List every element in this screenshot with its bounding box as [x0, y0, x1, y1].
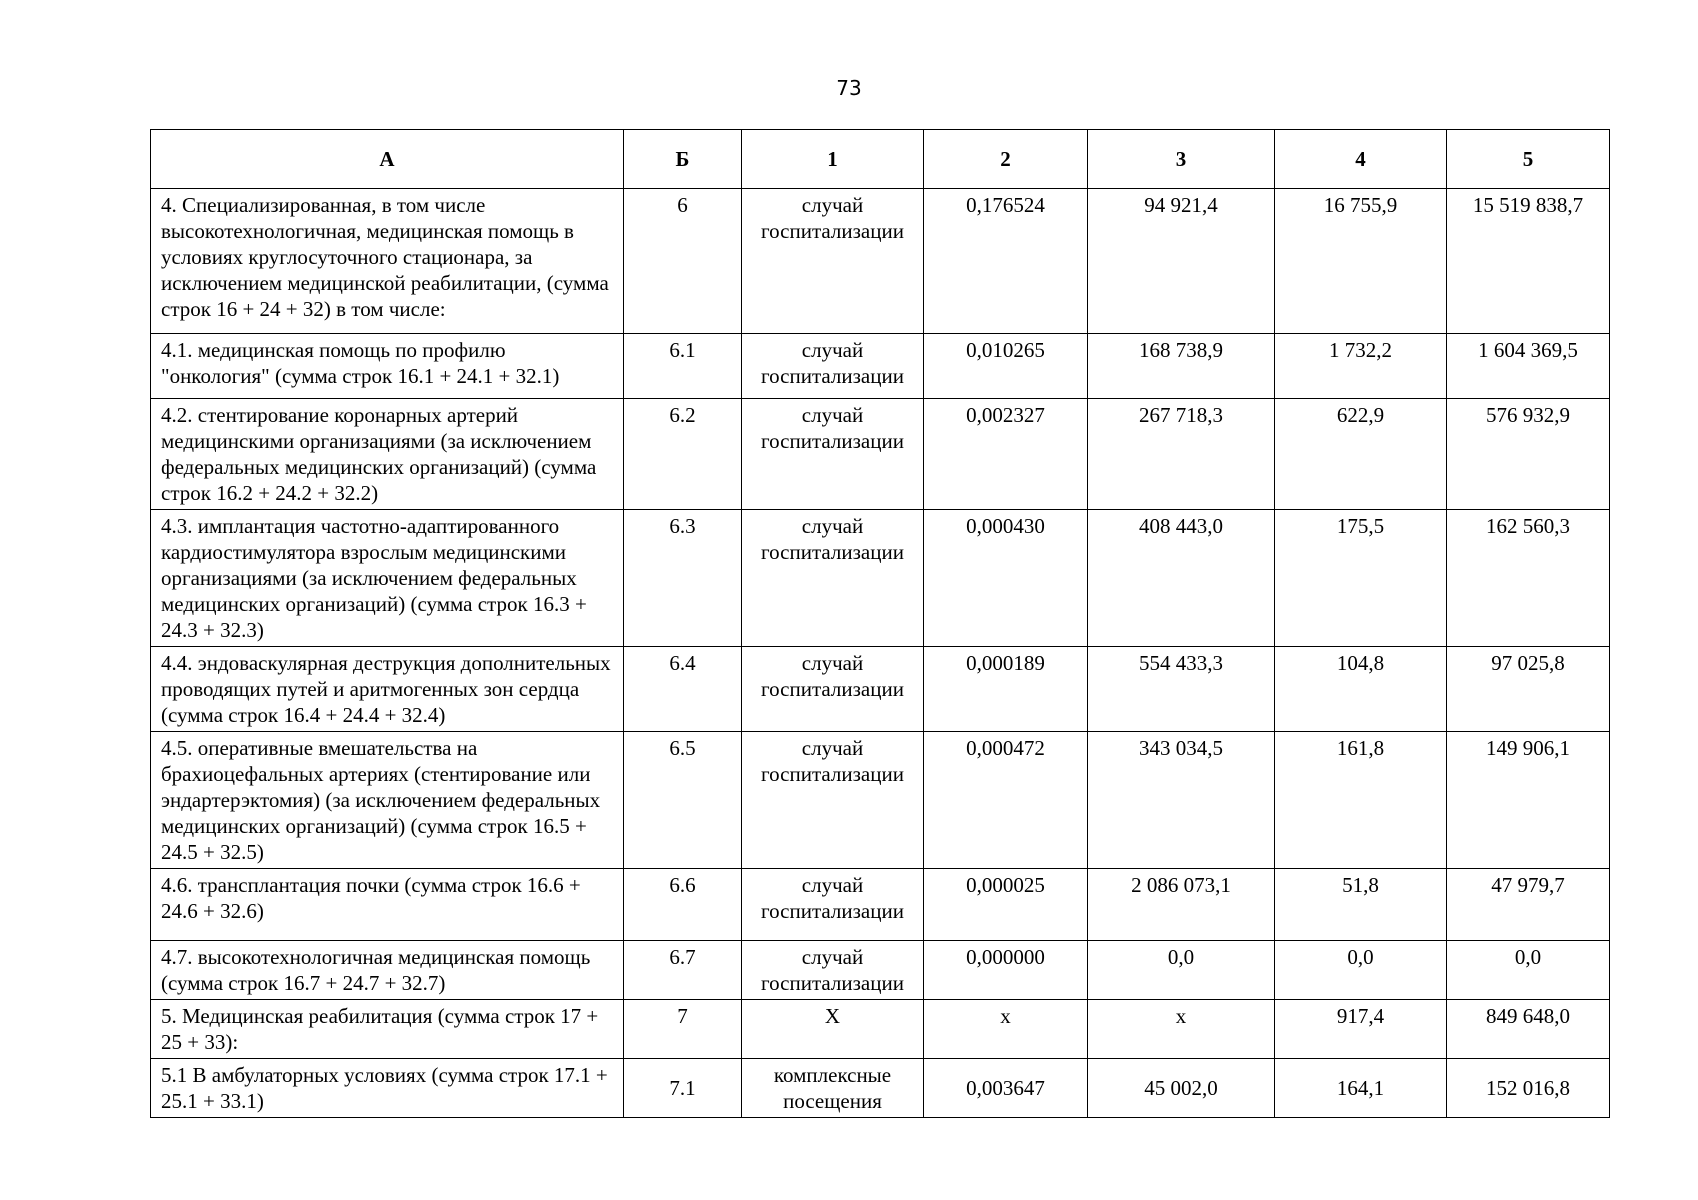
row-description: 4. Специализированная, в том числе высокотехнологичная, медицинская помощь в условиях круглосуточного стационара, за исключением медицинской реабилитации, (сумма строк 16 + 24 + 32) в том числе:: [151, 189, 624, 334]
row-col-4: 104,8: [1275, 647, 1447, 732]
table-row: [151, 334, 1610, 399]
row-col-2: 0,176524: [924, 189, 1088, 334]
row-description: 4.2. стентирование коронарных артерий медицинскими организациями (за исключением федеральных медицинских организаций) (сумма строк 16.2 + 24.2 + 32.2): [151, 399, 624, 510]
row-description: 5. Медицинская реабилитация (сумма строк 17 + 25 + 33):: [151, 1000, 624, 1059]
row-col-2: 0,000025: [924, 869, 1088, 941]
row-code: 6.2: [624, 399, 742, 510]
table-header-row: [151, 130, 1610, 189]
row-code: 6.1: [624, 334, 742, 399]
row-col-3: 45 002,0: [1088, 1059, 1275, 1118]
row-col-5: 0,0: [1447, 941, 1610, 1000]
row-description: 4.7. высокотехнологичная медицинская помощь (сумма строк 16.7 + 24.7 + 32.7): [151, 941, 624, 1000]
row-col-4: 622,9: [1275, 399, 1447, 510]
row-col-2: 0,000189: [924, 647, 1088, 732]
row-col-3: х: [1088, 1000, 1275, 1059]
row-col-3: 267 718,3: [1088, 399, 1275, 510]
row-col-2: х: [924, 1000, 1088, 1059]
column-header-3: 3: [1088, 130, 1275, 189]
column-header-2: 2: [924, 130, 1088, 189]
row-col-4: 917,4: [1275, 1000, 1447, 1059]
row-col-5: 162 560,3: [1447, 510, 1610, 647]
row-col-4: 0,0: [1275, 941, 1447, 1000]
row-col-2: 0,002327: [924, 399, 1088, 510]
row-description: 4.5. оперативные вмешательства на брахиоцефальных артериях (стентирование или эндартерэктомия) (за исключением федеральных медицинских организаций) (сумма строк 16.5 + 24.5 + 32.5): [151, 732, 624, 869]
row-col-3: 408 443,0: [1088, 510, 1275, 647]
row-col-3: 0,0: [1088, 941, 1275, 1000]
row-col-2: 0,010265: [924, 334, 1088, 399]
row-col-3: 168 738,9: [1088, 334, 1275, 399]
row-code: 7: [624, 1000, 742, 1059]
row-col-5: 47 979,7: [1447, 869, 1610, 941]
row-col-5: 152 016,8: [1447, 1059, 1610, 1118]
row-unit: случай госпитализации: [742, 647, 924, 732]
table-row: [151, 869, 1610, 941]
column-header-1: 1: [742, 130, 924, 189]
row-code: 6: [624, 189, 742, 334]
data-table: [150, 129, 1610, 1118]
row-col-3: 94 921,4: [1088, 189, 1275, 334]
table-row: [151, 1000, 1610, 1059]
row-code: 6.5: [624, 732, 742, 869]
column-header-4: 4: [1275, 130, 1447, 189]
row-description: 5.1 В амбулаторных условиях (сумма строк 17.1 + 25.1 + 33.1): [151, 1059, 624, 1118]
table-row: [151, 941, 1610, 1000]
row-description: 4.3. имплантация частотно-адаптированного кардиостимулятора взрослым медицинскими организациями (за исключением федеральных медицинских организаций) (сумма строк 16.3 + 24.3 + 32.3): [151, 510, 624, 647]
table-row: [151, 510, 1610, 647]
row-unit: случай госпитализации: [742, 189, 924, 334]
row-col-4: 1 732,2: [1275, 334, 1447, 399]
row-col-4: 164,1: [1275, 1059, 1447, 1118]
row-unit: случай госпитализации: [742, 334, 924, 399]
row-unit: случай госпитализации: [742, 732, 924, 869]
row-col-2: 0,000000: [924, 941, 1088, 1000]
row-col-2: 0,000472: [924, 732, 1088, 869]
row-col-5: 849 648,0: [1447, 1000, 1610, 1059]
row-unit: Х: [742, 1000, 924, 1059]
row-unit: случай госпитализации: [742, 941, 924, 1000]
row-col-5: 15 519 838,7: [1447, 189, 1610, 334]
row-col-4: 175,5: [1275, 510, 1447, 647]
row-col-5: 97 025,8: [1447, 647, 1610, 732]
row-description: 4.6. трансплантация почки (сумма строк 16.6 + 24.6 + 32.6): [151, 869, 624, 941]
table-row: [151, 1059, 1610, 1118]
column-header-b: Б: [624, 130, 742, 189]
row-description: 4.4. эндоваскулярная деструкция дополнительных проводящих путей и аритмогенных зон сердца (сумма строк 16.4 + 24.4 + 32.4): [151, 647, 624, 732]
row-code: 7.1: [624, 1059, 742, 1118]
row-code: 6.3: [624, 510, 742, 647]
row-col-4: 51,8: [1275, 869, 1447, 941]
table-row: [151, 399, 1610, 510]
row-col-5: 576 932,9: [1447, 399, 1610, 510]
row-col-5: 149 906,1: [1447, 732, 1610, 869]
row-code: 6.4: [624, 647, 742, 732]
column-header-5: 5: [1447, 130, 1610, 189]
row-col-3: 2 086 073,1: [1088, 869, 1275, 941]
row-code: 6.6: [624, 869, 742, 941]
row-unit: случай госпитализации: [742, 399, 924, 510]
row-unit: случай госпитализации: [742, 869, 924, 941]
row-col-4: 16 755,9: [1275, 189, 1447, 334]
page-number: 73: [836, 76, 862, 100]
row-col-5: 1 604 369,5: [1447, 334, 1610, 399]
row-unit: случай госпитализации: [742, 510, 924, 647]
table-row: [151, 732, 1610, 869]
row-description: 4.1. медицинская помощь по профилю "онкология" (сумма строк 16.1 + 24.1 + 32.1): [151, 334, 624, 399]
table-row: [151, 647, 1610, 732]
row-code: 6.7: [624, 941, 742, 1000]
row-col-3: 554 433,3: [1088, 647, 1275, 732]
row-col-3: 343 034,5: [1088, 732, 1275, 869]
row-unit: комплексные посещения: [742, 1059, 924, 1118]
row-col-2: 0,003647: [924, 1059, 1088, 1118]
row-col-2: 0,000430: [924, 510, 1088, 647]
column-header-a: А: [151, 130, 624, 189]
row-col-4: 161,8: [1275, 732, 1447, 869]
table-row: [151, 189, 1610, 334]
